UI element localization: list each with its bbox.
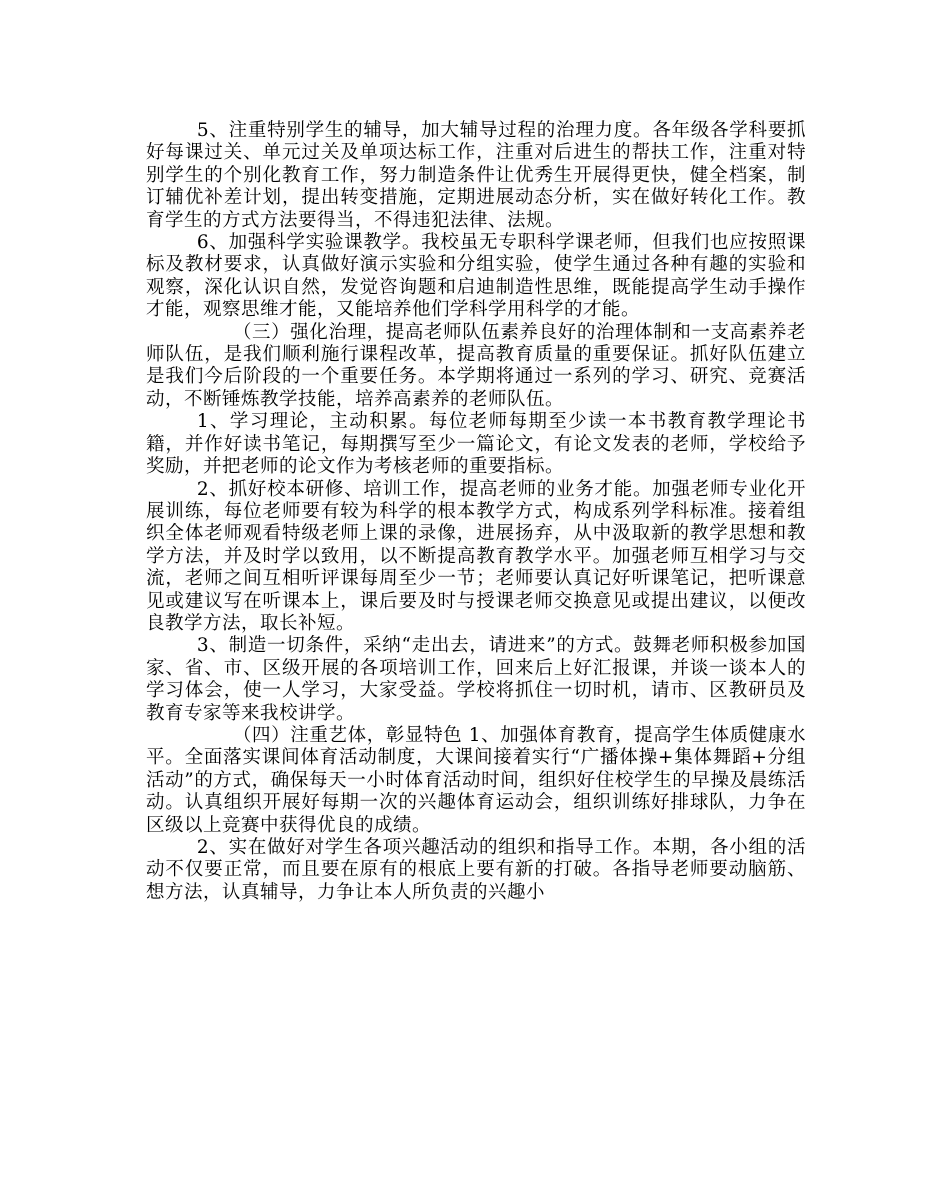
paragraph-item-1: 1、学习理论，主动积累。每位老师每期至少读一本书教育教学理论书籍，并作好读书笔记，每期撰写至少一篇论文，有论文发表的老师，学校给予奖励，并把老师的论文作为考核老师的重要指标。 <box>146 411 806 478</box>
paragraph-item-3: 3、制造一切条件，采纳“走出去，请进来”的方式。鼓舞老师积极参加国家、省、市、区级开展的各项培训工作，回来后上好汇报课，并谈一谈本人的学习体会，使一人学习，大家受益。学校将抓住一切时机，请市、区教研员及教育专家等来我校讲学。 <box>146 635 806 724</box>
paragraph-item-2: 2、抓好校本研修、培训工作，提高老师的业务才能。加强老师专业化开展训练，每位老师要有较为科学的根本教学方式，构成系列学科标准。接着组织全体老师观看特级老师上课的录像，进展扬弃，从中汲取新的教学思想和教学方法，并及时学以致用，以不断提高教育教学水平。加强老师互相学习与交流，老师之间互相听评课每周至少一节；老师要认真记好听课笔记，把听课意见或建议写在听课本上，课后要及时与授课老师交换意见或提出建议，以便改良教学方法，取长补短。 <box>146 478 806 634</box>
paragraph-section-3: （三）强化治理，提高老师队伍素养良好的治理体制和一支高素养老师队伍，是我们顺利施行课程改革，提高教育质量的重要保证。抓好队伍建立是我们今后阶段的一个重要任务。本学期将通过一系列的学习、研究、竞赛活动，不断锤炼教学技能，培养高素养的老师队伍。 <box>146 321 806 410</box>
document-body <box>146 120 806 904</box>
paragraph-item-2b: 2、实在做好对学生各项兴趣活动的组织和指导工作。本期，各小组的活动不仅要正常，而且要在原有的根底上要有新的打破。各指导老师要动脑筋、想方法，认真辅导，力争让本人所负责的兴趣小 <box>146 837 806 903</box>
paragraph-item-5: 5、注重特别学生的辅导，加大辅导过程的治理力度。各年级各学科要抓好每课过关、单元过关及单项达标工作，注重对后进生的帮扶工作，注重对特别学生的个别化教育工作，努力制造条件让优秀生开展得更快，健全档案，制订辅优补差计划，提出转变措施，定期进展动态分析，实在做好转化工作。教育学生的方式方法要得当，不得违犯法律、法规。 <box>146 120 806 231</box>
paragraph-item-6: 6、加强科学实验课教学。我校虽无专职科学课老师，但我们也应按照课标及教材要求，认真做好演示实验和分组实验，使学生通过各种有趣的实验和观察，深化认识自然，发觉咨询题和启迪制造性思维，既能提高学生动手操作才能，观察思维才能，又能培养他们学科学用科学的才能。 <box>146 232 806 321</box>
paragraph-section-4: （四）注重艺体，彰显特色 1、加强体育教育，提高学生体质健康水平。全面落实课间体育活动制度，大课间接着实行“广播体操+集体舞蹈+分组活动”的方式，确保每天一小时体育活动时间，组织好住校学生的早操及晨练活动。认真组织开展好每期一次的兴趣体育运动会，组织训练好排球队，力争在区级以上竞赛中获得优良的成绩。 <box>146 724 806 836</box>
